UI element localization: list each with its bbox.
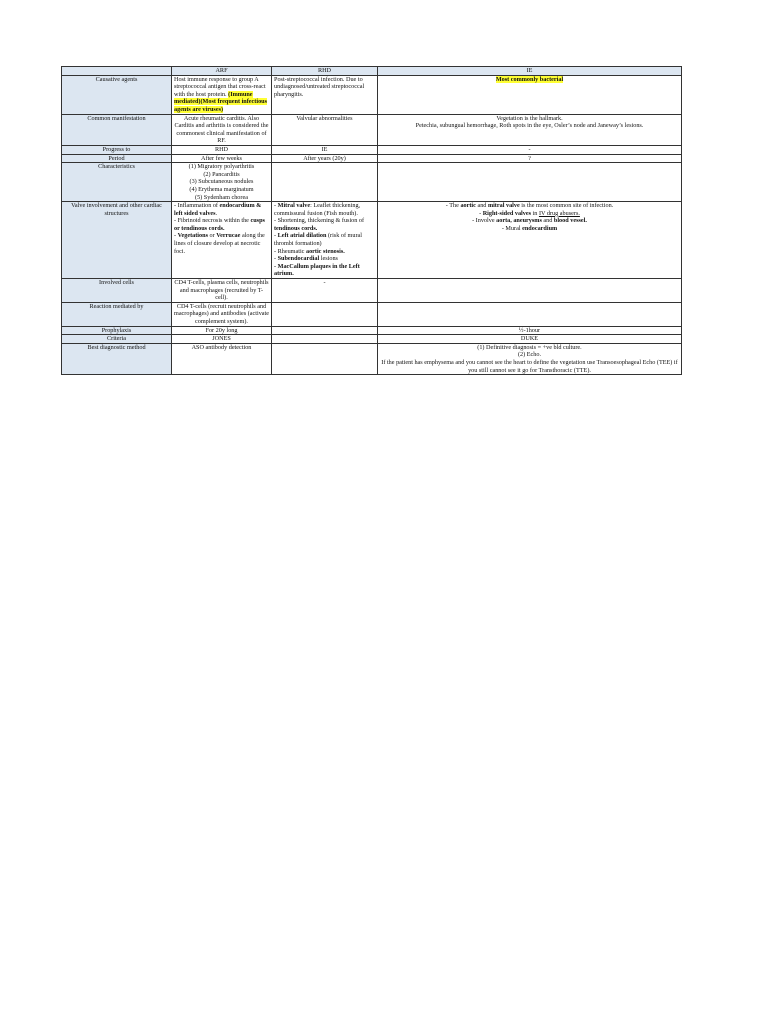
cell-ie-period: ? — [378, 154, 682, 163]
comparison-table — [61, 66, 682, 375]
cell-rhd-characteristics — [272, 163, 378, 202]
cell-line — [274, 202, 375, 217]
text-run: - Shortening, thickening & fusion of — [274, 217, 365, 225]
bold-text: Left atrial dilation — [277, 232, 327, 240]
cell-text: Host immune response to group A streptococcal antigen that cross-react with the host protein. — [174, 75, 266, 98]
cell-line: Petechia, subungual hemorrhage, Roth spots in the eye, Osler’s node and Janeway’s lesions. — [415, 122, 644, 130]
list-item: (3) Subcutaneous nodules — [189, 178, 254, 186]
highlight-text: Most commonly bacterial — [495, 75, 564, 83]
text-run: : Leaflet thickening, commissural fusion (Fish mouth). — [274, 202, 361, 217]
text-run: - Inflammation of — [174, 202, 220, 210]
cell-line: (1) Definitive diagnosis = +ve bld culture. — [477, 343, 582, 351]
text-run: and — [475, 202, 488, 210]
cell-arf-manifestation: Acute rheumatic carditis. Also Carditis and arthritis is considered the commonest clinical manifestation of RF. — [172, 114, 272, 145]
table-row — [62, 154, 682, 163]
cell-line — [274, 248, 375, 256]
row-label: Criteria — [62, 335, 172, 344]
text-run: - Fibrinoid necrosis within the — [174, 217, 251, 225]
text-run: - — [274, 232, 278, 240]
table-row — [62, 343, 682, 374]
bold-text: aortic stenosis. — [305, 247, 345, 255]
underlined-text: IV drug abusers. — [538, 209, 580, 217]
bold-text: Right-sided valves — [482, 209, 532, 217]
cell-rhd-causative: Post-streptococcal infection. Due to undiagnosed/untreated streptococcal pharyngitis. — [272, 75, 378, 114]
row-label: Characteristics — [62, 163, 172, 202]
row-label: Common manifestation — [62, 114, 172, 145]
bold-text: Mitral valve — [277, 202, 311, 210]
cell-rhd-period: After years (20y) — [272, 154, 378, 163]
row-label: Valve involvement and other cardiac structures — [62, 202, 172, 279]
cell-ie-causative — [378, 75, 682, 114]
cell-line: (2) Echo. — [517, 351, 542, 359]
cell-line: Vegetation is the hallmark. — [496, 114, 563, 122]
cell-rhd-diagnostic — [272, 343, 378, 374]
cell-rhd-progress: IE — [272, 145, 378, 154]
list-item: (4) Erythema marginatum — [189, 185, 254, 193]
header-rhd: RHD — [272, 67, 378, 76]
cell-line — [380, 217, 679, 225]
bold-text: endocardium — [522, 224, 558, 232]
cell-rhd-prophylaxis — [272, 326, 378, 335]
text-run: - — [274, 202, 278, 210]
list-item: (5) Sydenham chorea — [195, 193, 248, 201]
text-run: along the lines of closure develop at necrotic foci. — [174, 232, 265, 255]
cell-ie-valve — [378, 202, 682, 279]
cell-ie-criteria: DUKE — [378, 335, 682, 344]
row-label: Causative agents — [62, 75, 172, 114]
bold-text: endocardium & left sided valves — [174, 202, 262, 217]
cell-line — [380, 225, 679, 233]
cell-ie-cells — [378, 279, 682, 303]
row-label: Progress to — [62, 145, 172, 154]
text-run: is the most common site of infection. — [519, 202, 614, 210]
table-row — [62, 335, 682, 344]
cell-arf-period: After few weeks — [172, 154, 272, 163]
row-label: Period — [62, 154, 172, 163]
cell-ie-prophylaxis: ½-1hour — [378, 326, 682, 335]
bold-text: Subendocardial — [277, 255, 320, 263]
cell-line — [380, 202, 679, 210]
cell-arf-criteria: JONES — [172, 335, 272, 344]
cell-line: If the patient has emphysema and you cannot see the heart to define the vegetation use Transoesophageal Echo (TEE) if you still cannot see it go for Transthoracic (TTE). — [381, 358, 678, 374]
text-run: and — [541, 217, 554, 225]
cell-line — [274, 255, 375, 263]
list-item: (2) Pancarditis — [203, 170, 240, 178]
header-ie: IE — [378, 67, 682, 76]
bold-text: Vegetations — [177, 232, 208, 240]
cell-arf-valve — [172, 202, 272, 279]
cell-line — [274, 217, 375, 232]
cell-line — [174, 232, 269, 255]
text-run: in — [531, 209, 539, 217]
bold-text: mitral valve — [487, 202, 520, 210]
table-row — [62, 202, 682, 279]
cell-rhd-manifestation: Valvular abnormalities — [272, 114, 378, 145]
text-run: - Involve — [472, 217, 497, 225]
cell-rhd-criteria — [272, 335, 378, 344]
text-run: lesions — [319, 255, 338, 263]
bold-text: - MacCallum plaques in the Left atrium. — [274, 262, 360, 278]
header-arf: ARF — [172, 67, 272, 76]
cell-ie-reaction — [378, 302, 682, 326]
text-run: - — [479, 209, 483, 217]
cell-arf-reaction: CD4 T-cells (recruit neutrophils and macrophages) and antibodies (activate complement system). — [172, 302, 272, 326]
cell-arf-causative — [172, 75, 272, 114]
cell-ie-progress: - — [378, 145, 682, 154]
characteristics-list — [174, 163, 269, 201]
cell-rhd-reaction — [272, 302, 378, 326]
cell-line — [380, 210, 679, 218]
row-label: Reaction mediated by — [62, 302, 172, 326]
table-row — [62, 326, 682, 335]
header-empty — [62, 67, 172, 76]
cell-line — [174, 202, 269, 217]
text-run: - — [174, 232, 178, 240]
cell-line — [274, 263, 375, 278]
text-run: - — [274, 255, 278, 263]
text-run: - Mural — [501, 224, 523, 232]
cell-ie-manifestation — [378, 114, 682, 145]
text-run: - The — [445, 202, 461, 210]
cell-arf-prophylaxis: For 20y long — [172, 326, 272, 335]
cell-ie-diagnostic — [378, 343, 682, 374]
highlight-text: (Immune mediated)(Most frequent infectious agents are viruses) — [174, 90, 268, 113]
cell-arf-progress: RHD — [172, 145, 272, 154]
cell-arf-cells: CD4 T-cells, plasma cells, neutrophils and macrophages (recruited by T-cell). — [172, 279, 272, 303]
cell-line — [274, 232, 375, 247]
table-row — [62, 302, 682, 326]
table-row — [62, 114, 682, 145]
table-row — [62, 163, 682, 202]
cell-rhd-valve — [272, 202, 378, 279]
row-label: Involved cells — [62, 279, 172, 303]
bold-text: tendinous cords. — [274, 224, 318, 232]
bold-text: Verrucae — [216, 232, 241, 240]
bold-text: blood vessel. — [553, 217, 587, 225]
cell-arf-characteristics — [172, 163, 272, 202]
header-row — [62, 67, 682, 76]
text-run: (risk of mural thrombi formation) — [274, 232, 362, 248]
cell-arf-diagnostic: ASO antibody detection — [172, 343, 272, 374]
text-run: . — [215, 209, 218, 217]
cell-rhd-cells: - — [272, 279, 378, 303]
text-run: or — [207, 232, 217, 240]
table-row — [62, 279, 682, 303]
row-label: Prophylaxis — [62, 326, 172, 335]
row-label: Best diagnostic method — [62, 343, 172, 374]
list-item: (1) Migratory polyarthritis — [188, 163, 255, 171]
table-row — [62, 145, 682, 154]
table-row — [62, 75, 682, 114]
bold-text: aorta, aneurysms — [496, 217, 542, 225]
bold-text: aortic — [460, 202, 476, 210]
cell-ie-characteristics — [378, 163, 682, 202]
cell-line — [174, 217, 269, 232]
bold-text: cusps or tendinous cords. — [174, 217, 265, 232]
text-run: - Rheumatic — [274, 247, 306, 255]
